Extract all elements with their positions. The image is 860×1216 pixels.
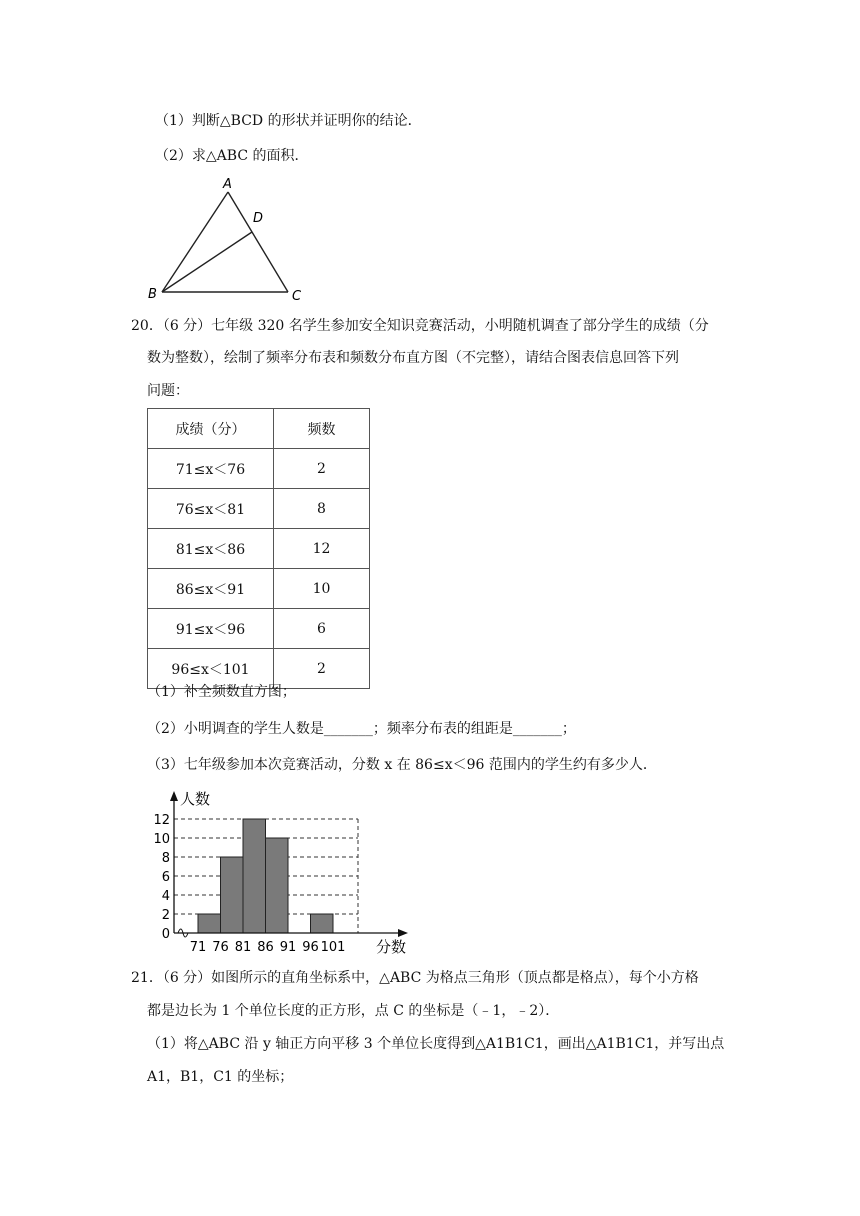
label-a: A <box>223 177 232 192</box>
table-cell-count: 12 <box>274 529 370 569</box>
table-cell-range: 76≤x＜81 <box>148 489 274 529</box>
y-tick-label: 2 <box>161 908 170 923</box>
histogram-bar <box>198 914 221 933</box>
x-tick-label: 101 <box>320 940 346 955</box>
x-tick-label: 86 <box>257 940 274 955</box>
q20-line1: 20．（6 分）七年级 320 名学生参加安全知识竞赛活动，小明随机调查了部分学生的成绩（分 <box>131 318 709 334</box>
table-cell-count: 8 <box>274 489 370 529</box>
frequency-histogram <box>140 785 430 960</box>
q20-line3: 问题： <box>147 383 189 399</box>
q20-part3: （3）七年级参加本次竞赛活动，分数 x 在 86≤x＜96 范围内的学生约有多少人． <box>147 757 657 773</box>
table-row <box>148 449 370 489</box>
y-tick-label: 0 <box>161 927 170 942</box>
label-d: D <box>253 211 264 226</box>
header-score: 成绩（分） <box>148 409 274 449</box>
x-tick-label: 71 <box>189 940 207 955</box>
q21-line1: 21．（6 分）如图所示的直角坐标系中，△ABC 为格点三角形（顶点都是格点），每个小方格 <box>131 970 699 986</box>
table-cell-range: 71≤x＜76 <box>148 449 274 489</box>
label-b: B <box>148 287 157 302</box>
histogram-y-axis-title: 人数 <box>180 790 211 808</box>
table-header-row <box>148 409 370 449</box>
histogram-bar <box>311 914 334 933</box>
q19-part1: （1）判断△BCD 的形状并证明你的结论． <box>155 113 422 129</box>
x-axis-arrow <box>398 929 408 937</box>
q20-line2: 数为整数），绘制了频率分布表和频数分布直方图（不完整），请结合图表信息回答下列 <box>147 350 679 366</box>
x-tick-label: 76 <box>212 940 229 955</box>
table-row <box>148 609 370 649</box>
table-cell-range: 91≤x＜96 <box>148 609 274 649</box>
y-tick-label: 10 <box>153 832 170 847</box>
histogram-y-tick-labels <box>153 813 170 942</box>
label-c: C <box>292 289 302 304</box>
x-tick-label: 81 <box>234 940 252 955</box>
table-cell-count: 6 <box>274 609 370 649</box>
y-tick-label: 6 <box>161 870 170 885</box>
table-row <box>148 489 370 529</box>
x-tick-label: 91 <box>279 940 297 955</box>
table-row <box>148 529 370 569</box>
histogram-x-tick-labels <box>190 940 346 955</box>
table-cell-count: 2 <box>274 649 370 689</box>
q21-part1-line1: （1）将△ABC 沿 y 轴正方向平移 3 个单位长度得到△A1B1C1，画出△A1B1C1，并写出点 <box>147 1036 725 1052</box>
table-cell-range: 81≤x＜86 <box>148 529 274 569</box>
y-tick-label: 12 <box>153 813 170 828</box>
table-row <box>148 569 370 609</box>
triangle-figure <box>140 172 310 304</box>
q21-line2: 都是边长为 1 个单位长度的正方形，点 C 的坐标是（﹣1，﹣2）． <box>147 1003 560 1019</box>
y-tick-label: 4 <box>161 889 170 904</box>
y-axis-arrow <box>170 791 178 801</box>
frequency-table <box>147 408 370 689</box>
q21-part1-line2: A1，B1，C1 的坐标； <box>147 1069 294 1085</box>
table-cell-count: 2 <box>274 449 370 489</box>
table-cell-count: 10 <box>274 569 370 609</box>
histogram-bar <box>221 857 244 933</box>
y-tick-label: 8 <box>161 851 170 866</box>
table-cell-range: 86≤x＜91 <box>148 569 274 609</box>
histogram-bar <box>243 819 266 933</box>
histogram-bar <box>266 838 289 933</box>
q20-part2: （2）小明调查的学生人数是_______；频率分布表的组距是_______； <box>147 721 576 737</box>
q20-part1: （1）补全频数直方图； <box>147 684 296 700</box>
x-tick-label: 96 <box>302 940 319 955</box>
table-cell-range: 96≤x＜101 <box>148 649 274 689</box>
q19-part2: （2）求△ABC 的面积． <box>155 148 309 164</box>
histogram-x-axis-title: 分数 <box>376 938 407 956</box>
header-frequency: 频数 <box>274 409 370 449</box>
